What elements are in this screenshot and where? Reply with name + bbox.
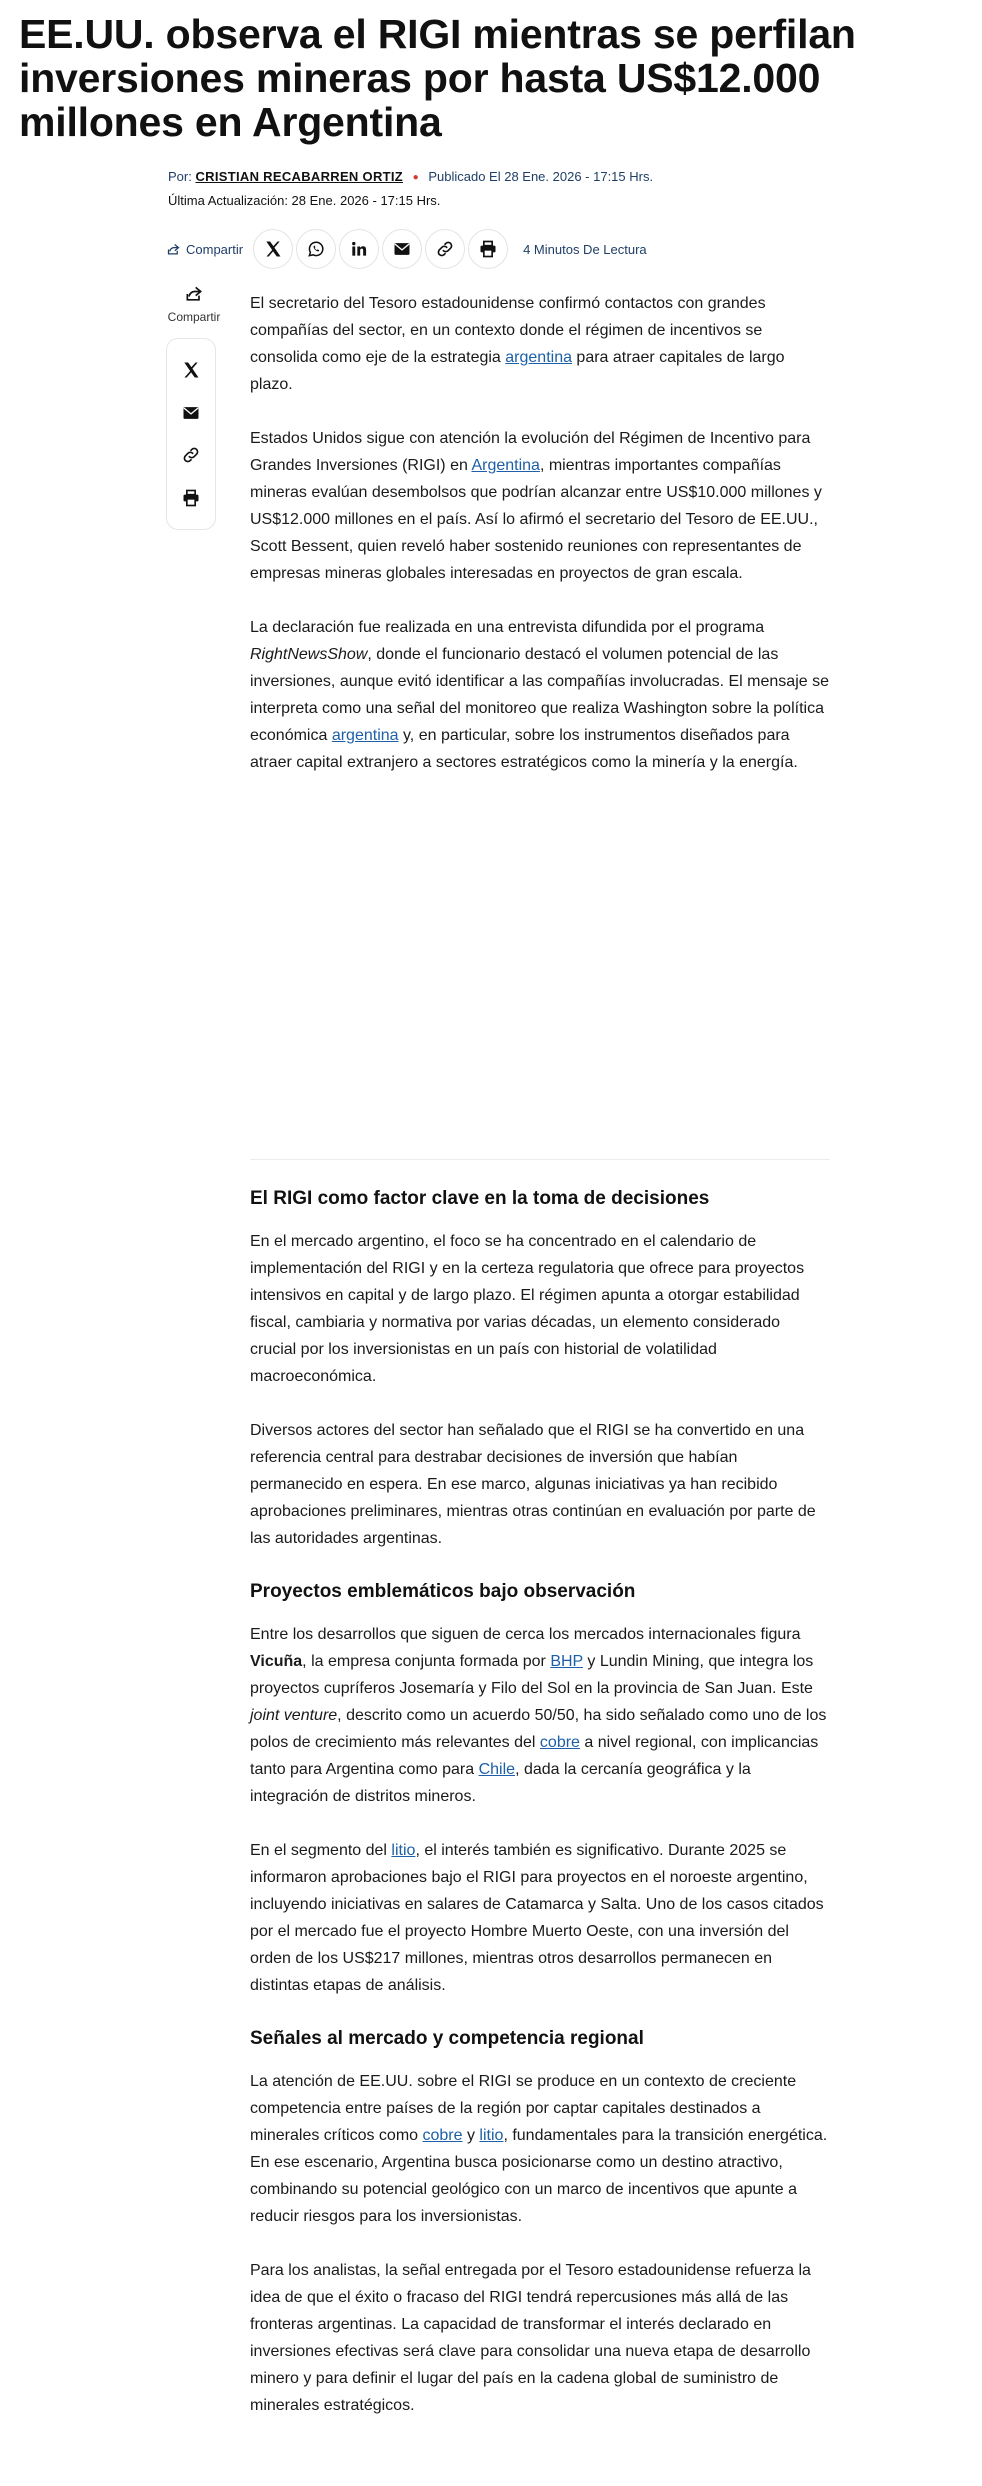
share-button[interactable] — [166, 242, 243, 257]
article-headline: EE.UU. observa el RIGI mientras se perfilan inversiones mineras por hasta US$12.000 millones en Argentina — [19, 11, 856, 145]
inline-link[interactable]: litio — [391, 1842, 416, 1859]
section-heading: Proyectos emblemáticos bajo observación — [250, 1581, 636, 1602]
author-link[interactable]: CRISTIAN RECABARREN ORTIZ — [195, 169, 404, 184]
share-link-button[interactable] — [425, 229, 465, 269]
divider — [250, 1159, 830, 1160]
paragraph: La atención de EE.UU. sobre el RIGI se produce en un contexto de creciente competencia entre países de la región por captar capitales destinados a minerales críticos como cobre y litio, fundamentales para la transición energética. En ese escenario, Argentina busca posicionarse como un destino atractivo, combinando su potencial geológico con un marco de incentivos que apunte a reducir riesgos para los inversionistas. — [250, 2073, 828, 2225]
link-icon[interactable] — [181, 445, 201, 465]
inline-link[interactable]: BHP — [550, 1653, 583, 1670]
separator-dot: ● — [412, 171, 419, 183]
share-icon — [184, 284, 204, 304]
print-icon — [478, 239, 498, 259]
sidebar-share-icons — [166, 338, 216, 530]
x-icon — [263, 239, 283, 259]
inline-link[interactable]: argentina — [331, 727, 399, 744]
paragraph: Estados Unidos sigue con atención la evolución del Régimen de Incentivo para Grandes Inversiones (RIGI) en Argentina, mientras importantes compañías mineras evalúan desembolsos que podrían alcanzar entre US$10.000 millones y US$12.000 millones en el país. Así lo afirmó el secretario del Tesoro de EE.UU., Scott Bessent, quien reveló haber sostenido reuniones con representantes de empresas mineras globales interesadas en proyectos de gran escala. — [250, 430, 822, 582]
share-label: Compartir — [186, 241, 244, 257]
read-time: 4 Minutos De Lectura — [523, 241, 647, 257]
inline-link[interactable]: Argentina — [471, 457, 540, 474]
share-linkedin-button[interactable] — [339, 229, 379, 269]
linkedin-icon — [349, 239, 369, 259]
updated-date: Última Actualización: 28 Ene. 2026 - 17:15 Hrs. — [168, 193, 441, 208]
section-heading: El RIGI como factor clave en la toma de decisiones — [250, 1188, 710, 1209]
print-icon[interactable] — [181, 488, 201, 508]
ad-slot — [250, 803, 830, 1159]
inline-link[interactable]: litio — [479, 2127, 504, 2144]
share-bar — [166, 230, 647, 268]
x-icon[interactable] — [181, 360, 201, 380]
inline-link[interactable]: cobre — [422, 2127, 463, 2144]
email-icon[interactable] — [181, 403, 201, 423]
article-body — [250, 290, 830, 2446]
sidebar-share-label: Compartir — [167, 310, 221, 324]
article-meta — [168, 167, 868, 208]
inline-link[interactable]: Chile — [478, 1761, 516, 1778]
published-date: Publicado El 28 Ene. 2026 - 17:15 Hrs. — [428, 169, 654, 184]
paragraph: El secretario del Tesoro estadounidense confirmó contactos con grandes compañías del sector, en un contexto donde el régimen de incentivos se consolida como eje de la estrategia argentina para atraer capitales de largo plazo. — [250, 295, 785, 393]
paragraph: Entre los desarrollos que siguen de cerca los mercados internacionales figura Vicuña, la empresa conjunta formada por BHP y Lundin Mining, que integra los proyectos cupríferos Josemaría y Filo del Sol en la provincia de San Juan. Este joint venture, descrito como un acuerdo 50/50, ha sido señalado como uno de los polos de crecimiento más relevantes del cobre a nivel regional, con implicancias tanto para Argentina como para Chile, dada la cercanía geográfica y la integración de distritos mineros. — [250, 1626, 827, 1805]
paragraph: Para los analistas, la señal entregada por el Tesoro estadounidense refuerza la idea de que el éxito o fracaso del RIGI tendrá repercusiones más allá de las fronteras argentinas. La capacidad de transformar el interés declarado en inversiones efectivas será clave para consolidar una nueva etapa de desarrollo minero y para definir el lugar del país en la cadena global de suministro de minerales estratégicos. — [250, 2262, 811, 2414]
inline-link[interactable]: argentina — [505, 349, 572, 366]
share-x-button[interactable] — [253, 229, 293, 269]
inline-link[interactable]: cobre — [539, 1734, 580, 1751]
share-whatsapp-button[interactable] — [296, 229, 336, 269]
share-icon — [166, 242, 181, 257]
share-email-button[interactable] — [382, 229, 422, 269]
sidebar-share-button[interactable] — [166, 284, 222, 324]
paragraph: La declaración fue realizada en una entrevista difundida por el programa RightNewsShow, donde el funcionario destacó el volumen potencial de las inversiones, aunque evitó identificar a las compañías involucradas. El mensaje se interpreta como una señal del monitoreo que realiza Washington sobre la política económica argentina y, en particular, sobre los instrumentos diseñados para atraer capital extranjero a sectores estratégicos como la minería y la energía. — [250, 619, 829, 771]
paragraph: En el segmento del litio, el interés también es significativo. Durante 2025 se informaron aprobaciones bajo el RIGI para proyectos en el noroeste argentino, incluyendo iniciativas en salares de Catamarca y Salta. Uno de los casos citados por el mercado fue el proyecto Hombre Muerto Oeste, con una inversión del orden de los US$217 millones, mientras otros desarrollos permanecen en distintas etapas de análisis. — [250, 1842, 824, 1994]
share-print-button[interactable] — [468, 229, 508, 269]
paragraph: Diversos actores del sector han señalado que el RIGI se ha convertido en una referencia central para destrabar decisiones de inversión que habían permanecido en espera. En ese marco, algunas iniciativas ya han recibido aprobaciones preliminares, mientras otras continúan en evaluación por parte de las autoridades argentinas. — [250, 1422, 816, 1547]
by-label: Por: — [168, 169, 192, 184]
paragraph: En el mercado argentino, el foco se ha concentrado en el calendario de implementación del RIGI y en la certeza regulatoria que ofrece para proyectos intensivos en capital y de largo plazo. El régimen apunta a otorgar estabilidad fiscal, cambiaria y normativa por varias décadas, un elemento considerado crucial por los inversionistas en un país con historial de volatilidad macroeconómica. — [250, 1233, 805, 1385]
section-heading: Señales al mercado y competencia regional — [250, 2028, 644, 2049]
email-icon — [392, 239, 412, 259]
link-icon — [435, 239, 455, 259]
sticky-share-sidebar — [166, 284, 222, 530]
whatsapp-icon — [306, 239, 326, 259]
